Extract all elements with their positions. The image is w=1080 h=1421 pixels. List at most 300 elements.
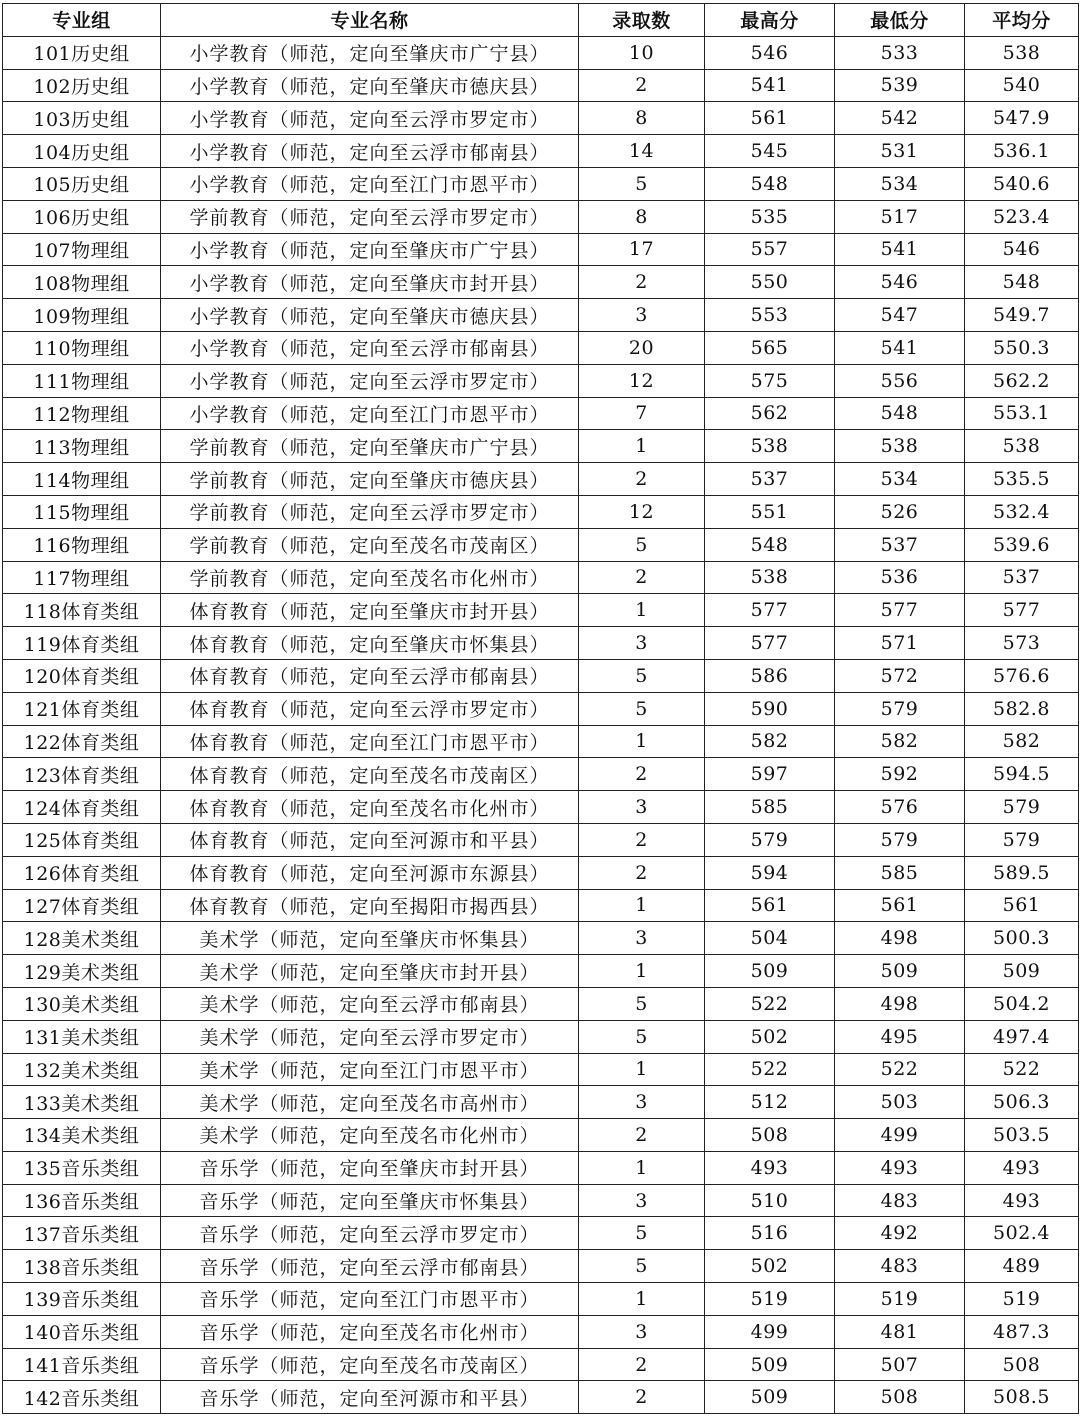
admitted-count-cell: 5 — [579, 659, 705, 692]
min-score-cell: 536 — [835, 561, 965, 594]
group-cell: 101历史组 — [3, 36, 161, 69]
min-score-cell: 533 — [835, 36, 965, 69]
avg-score-cell: 489 — [965, 1250, 1079, 1283]
group-cell: 130美术类组 — [3, 987, 161, 1020]
min-score-cell: 483 — [835, 1250, 965, 1283]
min-score-cell: 556 — [835, 364, 965, 397]
avg-score-cell: 573 — [965, 627, 1079, 660]
min-score-cell: 509 — [835, 955, 965, 988]
avg-score-cell: 562.2 — [965, 364, 1079, 397]
min-score-cell: 498 — [835, 922, 965, 955]
major-name-cell: 学前教育（师范，定向至茂名市茂南区） — [161, 528, 579, 561]
admitted-count-cell: 2 — [579, 758, 705, 791]
admitted-count-cell: 3 — [579, 627, 705, 660]
group-cell: 118体育类组 — [3, 594, 161, 627]
group-cell: 122体育类组 — [3, 725, 161, 758]
table-row — [3, 397, 1079, 430]
major-name-cell: 体育教育（师范，定向至江门市恩平市） — [161, 725, 579, 758]
table-row — [3, 791, 1079, 824]
min-score-cell: 508 — [835, 1381, 965, 1414]
table-row — [3, 1348, 1079, 1381]
admitted-count-cell: 3 — [579, 1184, 705, 1217]
major-name-cell: 音乐学（师范，定向至云浮市罗定市） — [161, 1217, 579, 1250]
table-row — [3, 463, 1079, 496]
admitted-count-cell: 1 — [579, 1283, 705, 1316]
admitted-count-cell: 10 — [579, 36, 705, 69]
group-cell: 114物理组 — [3, 463, 161, 496]
major-name-cell: 小学教育（师范，定向至云浮市郁南县） — [161, 331, 579, 364]
avg-score-cell: 548 — [965, 266, 1079, 299]
min-score-cell: 579 — [835, 823, 965, 856]
max-score-cell: 493 — [705, 1151, 835, 1184]
avg-score-cell: 506.3 — [965, 1086, 1079, 1119]
min-score-cell: 572 — [835, 659, 965, 692]
max-score-cell: 519 — [705, 1283, 835, 1316]
min-score-cell: 534 — [835, 167, 965, 200]
min-score-cell: 576 — [835, 791, 965, 824]
admitted-count-cell: 1 — [579, 430, 705, 463]
major-name-cell: 学前教育（师范，定向至肇庆市德庆县） — [161, 463, 579, 496]
major-name-cell: 小学教育（师范，定向至云浮市罗定市） — [161, 102, 579, 135]
avg-score-cell: 576.6 — [965, 659, 1079, 692]
major-name-cell: 美术学（师范，定向至肇庆市封开县） — [161, 955, 579, 988]
major-name-cell: 体育教育（师范，定向至河源市东源县） — [161, 856, 579, 889]
table-row — [3, 561, 1079, 594]
admitted-count-cell: 14 — [579, 135, 705, 168]
max-score-cell: 546 — [705, 36, 835, 69]
min-score-cell: 592 — [835, 758, 965, 791]
admitted-count-cell: 1 — [579, 594, 705, 627]
admitted-count-cell: 1 — [579, 1151, 705, 1184]
max-score-cell: 509 — [705, 1348, 835, 1381]
min-score-cell: 531 — [835, 135, 965, 168]
avg-score-cell: 522 — [965, 1053, 1079, 1086]
min-score-cell: 541 — [835, 233, 965, 266]
avg-score-cell: 535.5 — [965, 463, 1079, 496]
major-name-cell: 体育教育（师范，定向至河源市和平县） — [161, 823, 579, 856]
group-cell: 132美术类组 — [3, 1053, 161, 1086]
major-name-cell: 小学教育（师范，定向至云浮市郁南县） — [161, 135, 579, 168]
admitted-count-cell: 3 — [579, 791, 705, 824]
major-name-cell: 体育教育（师范，定向至茂名市茂南区） — [161, 758, 579, 791]
major-name-cell: 体育教育（师范，定向至肇庆市怀集县） — [161, 627, 579, 660]
admitted-count-cell: 2 — [579, 856, 705, 889]
admitted-count-cell: 2 — [579, 561, 705, 594]
avg-score-cell: 537 — [965, 561, 1079, 594]
max-score-cell: 509 — [705, 955, 835, 988]
avg-score-cell: 502.4 — [965, 1217, 1079, 1250]
group-cell: 142音乐类组 — [3, 1381, 161, 1414]
max-score-cell: 590 — [705, 692, 835, 725]
avg-score-cell: 523.4 — [965, 200, 1079, 233]
group-cell: 138音乐类组 — [3, 1250, 161, 1283]
admitted-count-cell: 3 — [579, 922, 705, 955]
min-score-cell: 499 — [835, 1119, 965, 1152]
group-cell: 119体育类组 — [3, 627, 161, 660]
header-admitted-count: 录取数 — [579, 4, 705, 37]
table-row — [3, 331, 1079, 364]
major-name-cell: 学前教育（师范，定向至肇庆市广宁县） — [161, 430, 579, 463]
table-body — [3, 36, 1079, 1413]
major-name-cell: 美术学（师范，定向至茂名市高州市） — [161, 1086, 579, 1119]
min-score-cell: 539 — [835, 69, 965, 102]
avg-score-cell: 540.6 — [965, 167, 1079, 200]
max-score-cell: 579 — [705, 823, 835, 856]
major-name-cell: 美术学（师范，定向至江门市恩平市） — [161, 1053, 579, 1086]
max-score-cell: 545 — [705, 135, 835, 168]
table-row — [3, 364, 1079, 397]
avg-score-cell: 579 — [965, 791, 1079, 824]
table-row — [3, 1315, 1079, 1348]
max-score-cell: 597 — [705, 758, 835, 791]
avg-score-cell: 493 — [965, 1151, 1079, 1184]
avg-score-cell: 509 — [965, 955, 1079, 988]
table-row — [3, 725, 1079, 758]
max-score-cell: 594 — [705, 856, 835, 889]
min-score-cell: 541 — [835, 331, 965, 364]
min-score-cell: 537 — [835, 528, 965, 561]
admitted-count-cell: 3 — [579, 1315, 705, 1348]
group-cell: 137音乐类组 — [3, 1217, 161, 1250]
header-max-score: 最高分 — [705, 4, 835, 37]
group-cell: 125体育类组 — [3, 823, 161, 856]
max-score-cell: 502 — [705, 1250, 835, 1283]
min-score-cell: 585 — [835, 856, 965, 889]
major-name-cell: 体育教育（师范，定向至茂名市化州市） — [161, 791, 579, 824]
table-row — [3, 692, 1079, 725]
major-name-cell: 美术学（师范，定向至云浮市罗定市） — [161, 1020, 579, 1053]
major-name-cell: 音乐学（师范，定向至茂名市茂南区） — [161, 1348, 579, 1381]
table-row — [3, 987, 1079, 1020]
min-score-cell: 542 — [835, 102, 965, 135]
table-row — [3, 528, 1079, 561]
group-cell: 129美术类组 — [3, 955, 161, 988]
min-score-cell: 498 — [835, 987, 965, 1020]
admitted-count-cell: 12 — [579, 364, 705, 397]
group-cell: 105历史组 — [3, 167, 161, 200]
min-score-cell: 483 — [835, 1184, 965, 1217]
admitted-count-cell: 5 — [579, 1217, 705, 1250]
admitted-count-cell: 17 — [579, 233, 705, 266]
table-row — [3, 299, 1079, 332]
min-score-cell: 546 — [835, 266, 965, 299]
group-cell: 115物理组 — [3, 495, 161, 528]
group-cell: 140音乐类组 — [3, 1315, 161, 1348]
table-row — [3, 69, 1079, 102]
max-score-cell: 586 — [705, 659, 835, 692]
admitted-count-cell: 5 — [579, 528, 705, 561]
avg-score-cell: 582 — [965, 725, 1079, 758]
min-score-cell: 519 — [835, 1283, 965, 1316]
avg-score-cell: 594.5 — [965, 758, 1079, 791]
admitted-count-cell: 5 — [579, 987, 705, 1020]
major-name-cell: 音乐学（师范，定向至肇庆市封开县） — [161, 1151, 579, 1184]
table-row — [3, 430, 1079, 463]
admitted-count-cell: 1 — [579, 1053, 705, 1086]
max-score-cell: 541 — [705, 69, 835, 102]
table-row — [3, 1020, 1079, 1053]
admission-table-container — [2, 3, 1078, 1419]
avg-score-cell: 553.1 — [965, 397, 1079, 430]
major-name-cell: 美术学（师范，定向至肇庆市怀集县） — [161, 922, 579, 955]
group-cell: 103历史组 — [3, 102, 161, 135]
max-score-cell: 553 — [705, 299, 835, 332]
table-row — [3, 955, 1079, 988]
min-score-cell: 481 — [835, 1315, 965, 1348]
major-name-cell: 音乐学（师范，定向至茂名市化州市） — [161, 1315, 579, 1348]
table-row — [3, 594, 1079, 627]
avg-score-cell: 582.8 — [965, 692, 1079, 725]
max-score-cell: 504 — [705, 922, 835, 955]
admitted-count-cell: 2 — [579, 1119, 705, 1152]
admitted-count-cell: 5 — [579, 1020, 705, 1053]
admission-table — [2, 3, 1079, 1414]
max-score-cell: 508 — [705, 1119, 835, 1152]
group-cell: 139音乐类组 — [3, 1283, 161, 1316]
table-header — [3, 4, 1079, 37]
admitted-count-cell: 1 — [579, 955, 705, 988]
min-score-cell: 577 — [835, 594, 965, 627]
major-name-cell: 小学教育（师范，定向至肇庆市德庆县） — [161, 69, 579, 102]
admitted-count-cell: 5 — [579, 167, 705, 200]
avg-score-cell: 547.9 — [965, 102, 1079, 135]
group-cell: 116物理组 — [3, 528, 161, 561]
group-cell: 133美术类组 — [3, 1086, 161, 1119]
group-cell: 102历史组 — [3, 69, 161, 102]
max-score-cell: 509 — [705, 1381, 835, 1414]
min-score-cell: 561 — [835, 889, 965, 922]
major-name-cell: 小学教育（师范，定向至云浮市罗定市） — [161, 364, 579, 397]
group-cell: 135音乐类组 — [3, 1151, 161, 1184]
avg-score-cell: 550.3 — [965, 331, 1079, 364]
admitted-count-cell: 2 — [579, 1348, 705, 1381]
min-score-cell: 538 — [835, 430, 965, 463]
max-score-cell: 510 — [705, 1184, 835, 1217]
min-score-cell: 571 — [835, 627, 965, 660]
avg-score-cell: 546 — [965, 233, 1079, 266]
table-row — [3, 1250, 1079, 1283]
max-score-cell: 582 — [705, 725, 835, 758]
min-score-cell: 526 — [835, 495, 965, 528]
table-row — [3, 758, 1079, 791]
min-score-cell: 522 — [835, 1053, 965, 1086]
table-row — [3, 1119, 1079, 1152]
group-cell: 127体育类组 — [3, 889, 161, 922]
max-score-cell: 577 — [705, 627, 835, 660]
major-name-cell: 小学教育（师范，定向至肇庆市广宁县） — [161, 233, 579, 266]
major-name-cell: 小学教育（师范，定向至江门市恩平市） — [161, 167, 579, 200]
table-row — [3, 627, 1079, 660]
max-score-cell: 557 — [705, 233, 835, 266]
admitted-count-cell: 2 — [579, 266, 705, 299]
group-cell: 106历史组 — [3, 200, 161, 233]
table-row — [3, 167, 1079, 200]
max-score-cell: 522 — [705, 1053, 835, 1086]
header-group: 专业组 — [3, 4, 161, 37]
admitted-count-cell: 20 — [579, 331, 705, 364]
max-score-cell: 577 — [705, 594, 835, 627]
table-row — [3, 233, 1079, 266]
avg-score-cell: 497.4 — [965, 1020, 1079, 1053]
max-score-cell: 548 — [705, 528, 835, 561]
max-score-cell: 535 — [705, 200, 835, 233]
major-name-cell: 小学教育（师范，定向至肇庆市封开县） — [161, 266, 579, 299]
table-row — [3, 135, 1079, 168]
max-score-cell: 561 — [705, 102, 835, 135]
max-score-cell: 516 — [705, 1217, 835, 1250]
min-score-cell: 493 — [835, 1151, 965, 1184]
group-cell: 113物理组 — [3, 430, 161, 463]
header-min-score: 最低分 — [835, 4, 965, 37]
avg-score-cell: 500.3 — [965, 922, 1079, 955]
max-score-cell: 548 — [705, 167, 835, 200]
major-name-cell: 学前教育（师范，定向至云浮市罗定市） — [161, 200, 579, 233]
admitted-count-cell: 2 — [579, 463, 705, 496]
max-score-cell: 502 — [705, 1020, 835, 1053]
group-cell: 136音乐类组 — [3, 1184, 161, 1217]
avg-score-cell: 539.6 — [965, 528, 1079, 561]
admitted-count-cell: 12 — [579, 495, 705, 528]
header-major-name: 专业名称 — [161, 4, 579, 37]
max-score-cell: 550 — [705, 266, 835, 299]
group-cell: 134美术类组 — [3, 1119, 161, 1152]
major-name-cell: 小学教育（师范，定向至肇庆市德庆县） — [161, 299, 579, 332]
avg-score-cell: 536.1 — [965, 135, 1079, 168]
max-score-cell: 561 — [705, 889, 835, 922]
major-name-cell: 音乐学（师范，定向至河源市和平县） — [161, 1381, 579, 1414]
avg-score-cell: 532.4 — [965, 495, 1079, 528]
table-row — [3, 1151, 1079, 1184]
group-cell: 128美术类组 — [3, 922, 161, 955]
header-avg-score: 平均分 — [965, 4, 1079, 37]
table-row — [3, 495, 1079, 528]
avg-score-cell: 504.2 — [965, 987, 1079, 1020]
group-cell: 117物理组 — [3, 561, 161, 594]
min-score-cell: 548 — [835, 397, 965, 430]
major-name-cell: 音乐学（师范，定向至肇庆市怀集县） — [161, 1184, 579, 1217]
group-cell: 121体育类组 — [3, 692, 161, 725]
header-row — [3, 4, 1079, 37]
table-row — [3, 200, 1079, 233]
avg-score-cell: 538 — [965, 36, 1079, 69]
avg-score-cell: 579 — [965, 823, 1079, 856]
admitted-count-cell: 2 — [579, 69, 705, 102]
table-row — [3, 1283, 1079, 1316]
avg-score-cell: 577 — [965, 594, 1079, 627]
min-score-cell: 492 — [835, 1217, 965, 1250]
max-score-cell: 565 — [705, 331, 835, 364]
major-name-cell: 体育教育（师范，定向至云浮市郁南县） — [161, 659, 579, 692]
major-name-cell: 体育教育（师范，定向至肇庆市封开县） — [161, 594, 579, 627]
avg-score-cell: 549.7 — [965, 299, 1079, 332]
admitted-count-cell: 1 — [579, 889, 705, 922]
table-row — [3, 266, 1079, 299]
avg-score-cell: 589.5 — [965, 856, 1079, 889]
group-cell: 126体育类组 — [3, 856, 161, 889]
group-cell: 120体育类组 — [3, 659, 161, 692]
group-cell: 109物理组 — [3, 299, 161, 332]
group-cell: 110物理组 — [3, 331, 161, 364]
min-score-cell: 517 — [835, 200, 965, 233]
table-row — [3, 856, 1079, 889]
table-row — [3, 36, 1079, 69]
group-cell: 123体育类组 — [3, 758, 161, 791]
table-row — [3, 823, 1079, 856]
group-cell: 112物理组 — [3, 397, 161, 430]
max-score-cell: 551 — [705, 495, 835, 528]
admitted-count-cell: 5 — [579, 692, 705, 725]
max-score-cell: 522 — [705, 987, 835, 1020]
avg-score-cell: 503.5 — [965, 1119, 1079, 1152]
max-score-cell: 562 — [705, 397, 835, 430]
major-name-cell: 音乐学（师范，定向至江门市恩平市） — [161, 1283, 579, 1316]
table-row — [3, 1086, 1079, 1119]
major-name-cell: 小学教育（师范，定向至肇庆市广宁县） — [161, 36, 579, 69]
min-score-cell: 495 — [835, 1020, 965, 1053]
table-row — [3, 102, 1079, 135]
avg-score-cell: 508.5 — [965, 1381, 1079, 1414]
admitted-count-cell: 3 — [579, 299, 705, 332]
admitted-count-cell: 1 — [579, 725, 705, 758]
max-score-cell: 537 — [705, 463, 835, 496]
max-score-cell: 512 — [705, 1086, 835, 1119]
admitted-count-cell: 8 — [579, 200, 705, 233]
table-row — [3, 889, 1079, 922]
table-row — [3, 1217, 1079, 1250]
avg-score-cell: 561 — [965, 889, 1079, 922]
major-name-cell: 学前教育（师范，定向至云浮市罗定市） — [161, 495, 579, 528]
admitted-count-cell: 8 — [579, 102, 705, 135]
major-name-cell: 音乐学（师范，定向至云浮市郁南县） — [161, 1250, 579, 1283]
avg-score-cell: 487.3 — [965, 1315, 1079, 1348]
table-row — [3, 659, 1079, 692]
major-name-cell: 美术学（师范，定向至云浮市郁南县） — [161, 987, 579, 1020]
avg-score-cell: 508 — [965, 1348, 1079, 1381]
admitted-count-cell: 5 — [579, 1250, 705, 1283]
min-score-cell: 579 — [835, 692, 965, 725]
max-score-cell: 585 — [705, 791, 835, 824]
major-name-cell: 美术学（师范，定向至茂名市化州市） — [161, 1119, 579, 1152]
major-name-cell: 体育教育（师范，定向至揭阳市揭西县） — [161, 889, 579, 922]
group-cell: 111物理组 — [3, 364, 161, 397]
avg-score-cell: 538 — [965, 430, 1079, 463]
group-cell: 131美术类组 — [3, 1020, 161, 1053]
max-score-cell: 538 — [705, 430, 835, 463]
admitted-count-cell: 2 — [579, 1381, 705, 1414]
group-cell: 107物理组 — [3, 233, 161, 266]
max-score-cell: 575 — [705, 364, 835, 397]
group-cell: 108物理组 — [3, 266, 161, 299]
max-score-cell: 538 — [705, 561, 835, 594]
admitted-count-cell: 3 — [579, 1086, 705, 1119]
group-cell: 124体育类组 — [3, 791, 161, 824]
admitted-count-cell: 2 — [579, 823, 705, 856]
group-cell: 141音乐类组 — [3, 1348, 161, 1381]
avg-score-cell: 519 — [965, 1283, 1079, 1316]
table-row — [3, 1053, 1079, 1086]
major-name-cell: 小学教育（师范，定向至江门市恩平市） — [161, 397, 579, 430]
min-score-cell: 547 — [835, 299, 965, 332]
major-name-cell: 学前教育（师范，定向至茂名市化州市） — [161, 561, 579, 594]
avg-score-cell: 493 — [965, 1184, 1079, 1217]
min-score-cell: 503 — [835, 1086, 965, 1119]
table-row — [3, 1381, 1079, 1414]
min-score-cell: 582 — [835, 725, 965, 758]
min-score-cell: 534 — [835, 463, 965, 496]
max-score-cell: 499 — [705, 1315, 835, 1348]
group-cell: 104历史组 — [3, 135, 161, 168]
admitted-count-cell: 7 — [579, 397, 705, 430]
